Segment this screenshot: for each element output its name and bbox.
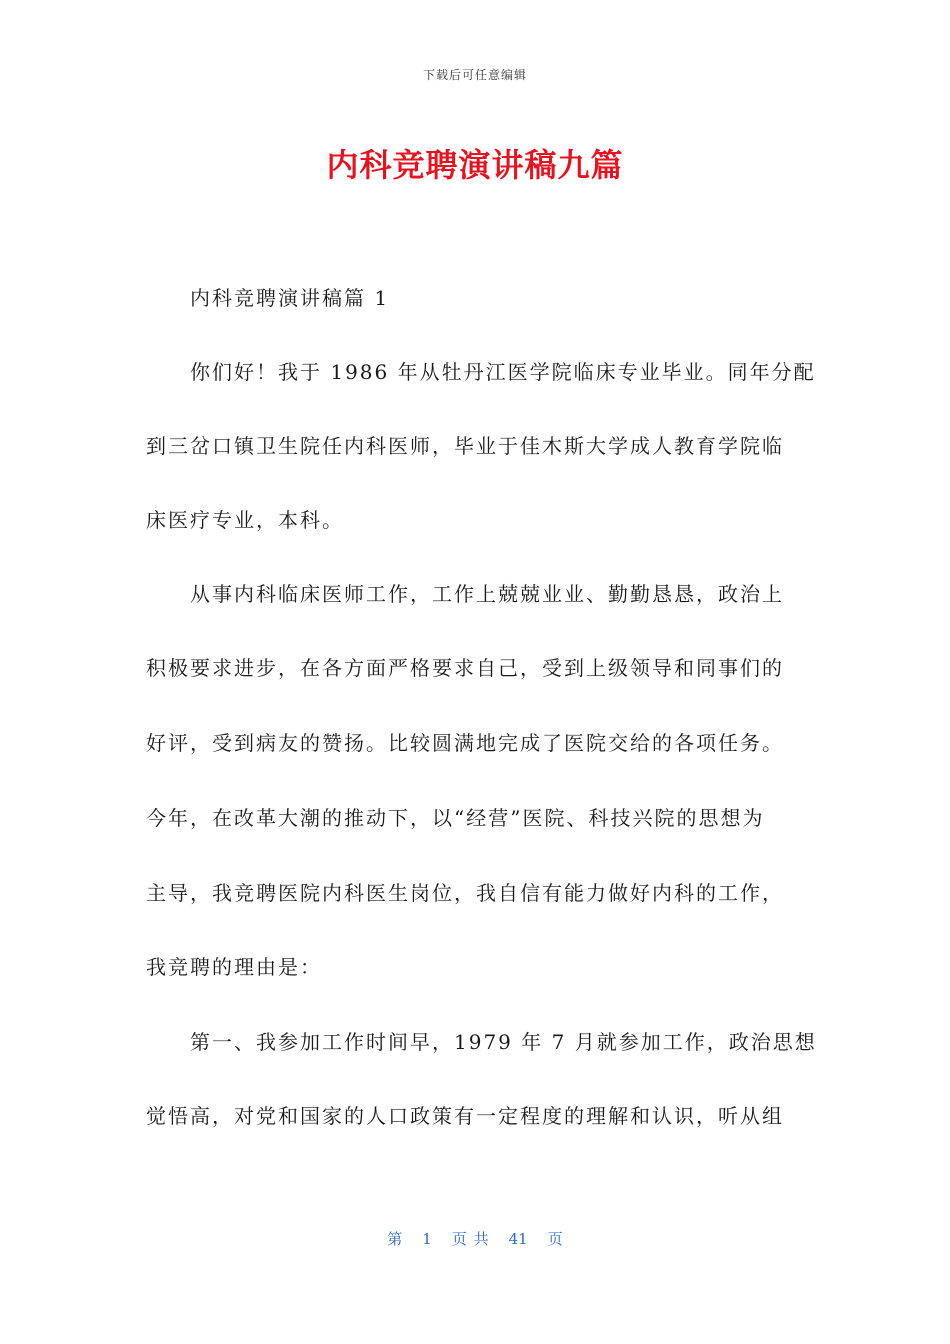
paragraph-line: 从事内科临床医师工作，工作上兢兢业业、勤勤恳恳，政治上 — [190, 582, 784, 606]
paragraph-line: 好评，受到病友的赞扬。比较圆满地完成了医院交给的各项任务。 — [146, 731, 784, 755]
paragraph-line: 我竞聘的理由是： — [146, 955, 322, 979]
document-title: 内科竞聘演讲稿九篇 — [326, 146, 624, 184]
page-suffix: 页 — [547, 1230, 563, 1248]
header-note: 下载后可任意编辑 — [422, 68, 527, 82]
paragraph-line: 床医疗专业，本科。 — [146, 508, 344, 532]
section-heading: 内科竞聘演讲稿篇 1 — [190, 286, 390, 310]
paragraph-line: 积极要求进步，在各方面严格要求自己，受到上级领导和同事们的 — [146, 656, 784, 680]
paragraph-line: 第一、我参加工作时间早，1979 年 7 月就参加工作，政治思想 — [190, 1030, 817, 1054]
paragraph-line: 今年，在改革大潮的推动下，以“经营”医院、科技兴院的思想为 — [146, 806, 765, 830]
page-label: 第 — [387, 1230, 403, 1248]
paragraph-line: 到三岔口镇卫生院任内科医师，毕业于佳木斯大学成人教育学院临 — [146, 434, 784, 458]
paragraph-line: 主导，我竞聘医院内科医生岗位，我自信有能力做好内科的工作， — [146, 881, 784, 905]
paragraph-line: 你们好！我于 1986 年从牡丹江医学院临床专业毕业。同年分配 — [190, 360, 816, 384]
page-total: 41 — [508, 1230, 528, 1248]
paragraph-line: 觉悟高，对党和国家的人口政策有一定程度的理解和认识，听从组 — [146, 1104, 784, 1128]
page-footer — [0, 1228, 950, 1249]
page-current: 1 — [422, 1230, 432, 1248]
page-total-label: 页 共 — [451, 1230, 489, 1248]
